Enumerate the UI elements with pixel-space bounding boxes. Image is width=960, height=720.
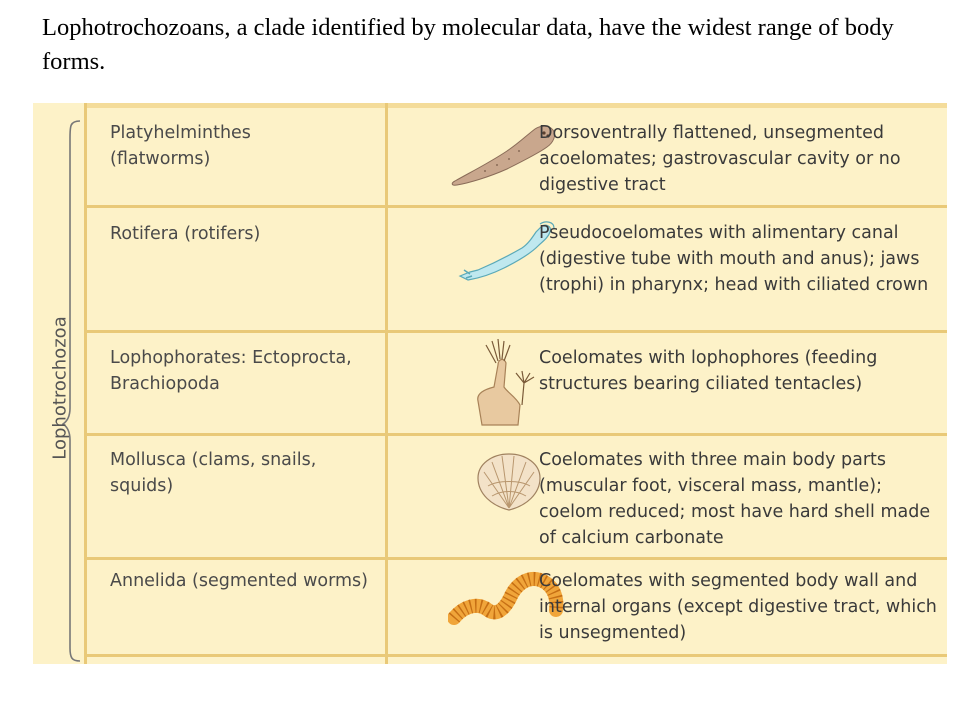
phylum-name: Rotifera (rotifers) — [110, 224, 261, 244]
clade-sidebar — [33, 103, 84, 664]
phylum-description: Coelomates with three main body parts (muscular foot, visceral mass, mantle); coelom reduced; most have hard shell made of calcium carbonate — [539, 450, 931, 548]
phylum-name: Mollusca (clams, snails, squids) — [110, 450, 317, 496]
phyla-table-figure — [33, 103, 947, 664]
phylum-name: Annelida (segmented worms) — [110, 571, 368, 591]
row-divider — [84, 654, 947, 657]
phylum-name: Platyhelminthes (flatworms) — [110, 123, 251, 169]
table-row — [84, 333, 947, 433]
phylum-description: Pseudocoelomates with alimentary canal (digestive tube with mouth and anus); jaws (trophi) in pharynx; head with ciliated crown — [539, 223, 929, 295]
phylum-description: Coelomates with lophophores (feeding structures bearing ciliated tentacles) — [539, 348, 878, 394]
table-row — [84, 208, 947, 330]
phylum-name: Lophophorates: Ectoprocta, Brachiopoda — [110, 348, 352, 394]
slide-caption: Lophotrochozoans, a clade identified by molecular data, have the widest range of body forms. — [42, 14, 894, 75]
clam-shell-icon — [474, 450, 544, 512]
table-row — [84, 103, 947, 205]
table-row — [84, 560, 947, 654]
table-row — [84, 436, 947, 557]
phylum-description: Coelomates with segmented body wall and internal organs (except digestive tract, which is unsegmented) — [539, 571, 937, 643]
phylum-description: Dorsoventrally flattened, unsegmented acoelomates; gastrovascular cavity or no digestive tract — [539, 123, 901, 195]
lophophorate-icon — [464, 335, 544, 431]
clade-label: Lophotrochozoa — [49, 316, 71, 460]
